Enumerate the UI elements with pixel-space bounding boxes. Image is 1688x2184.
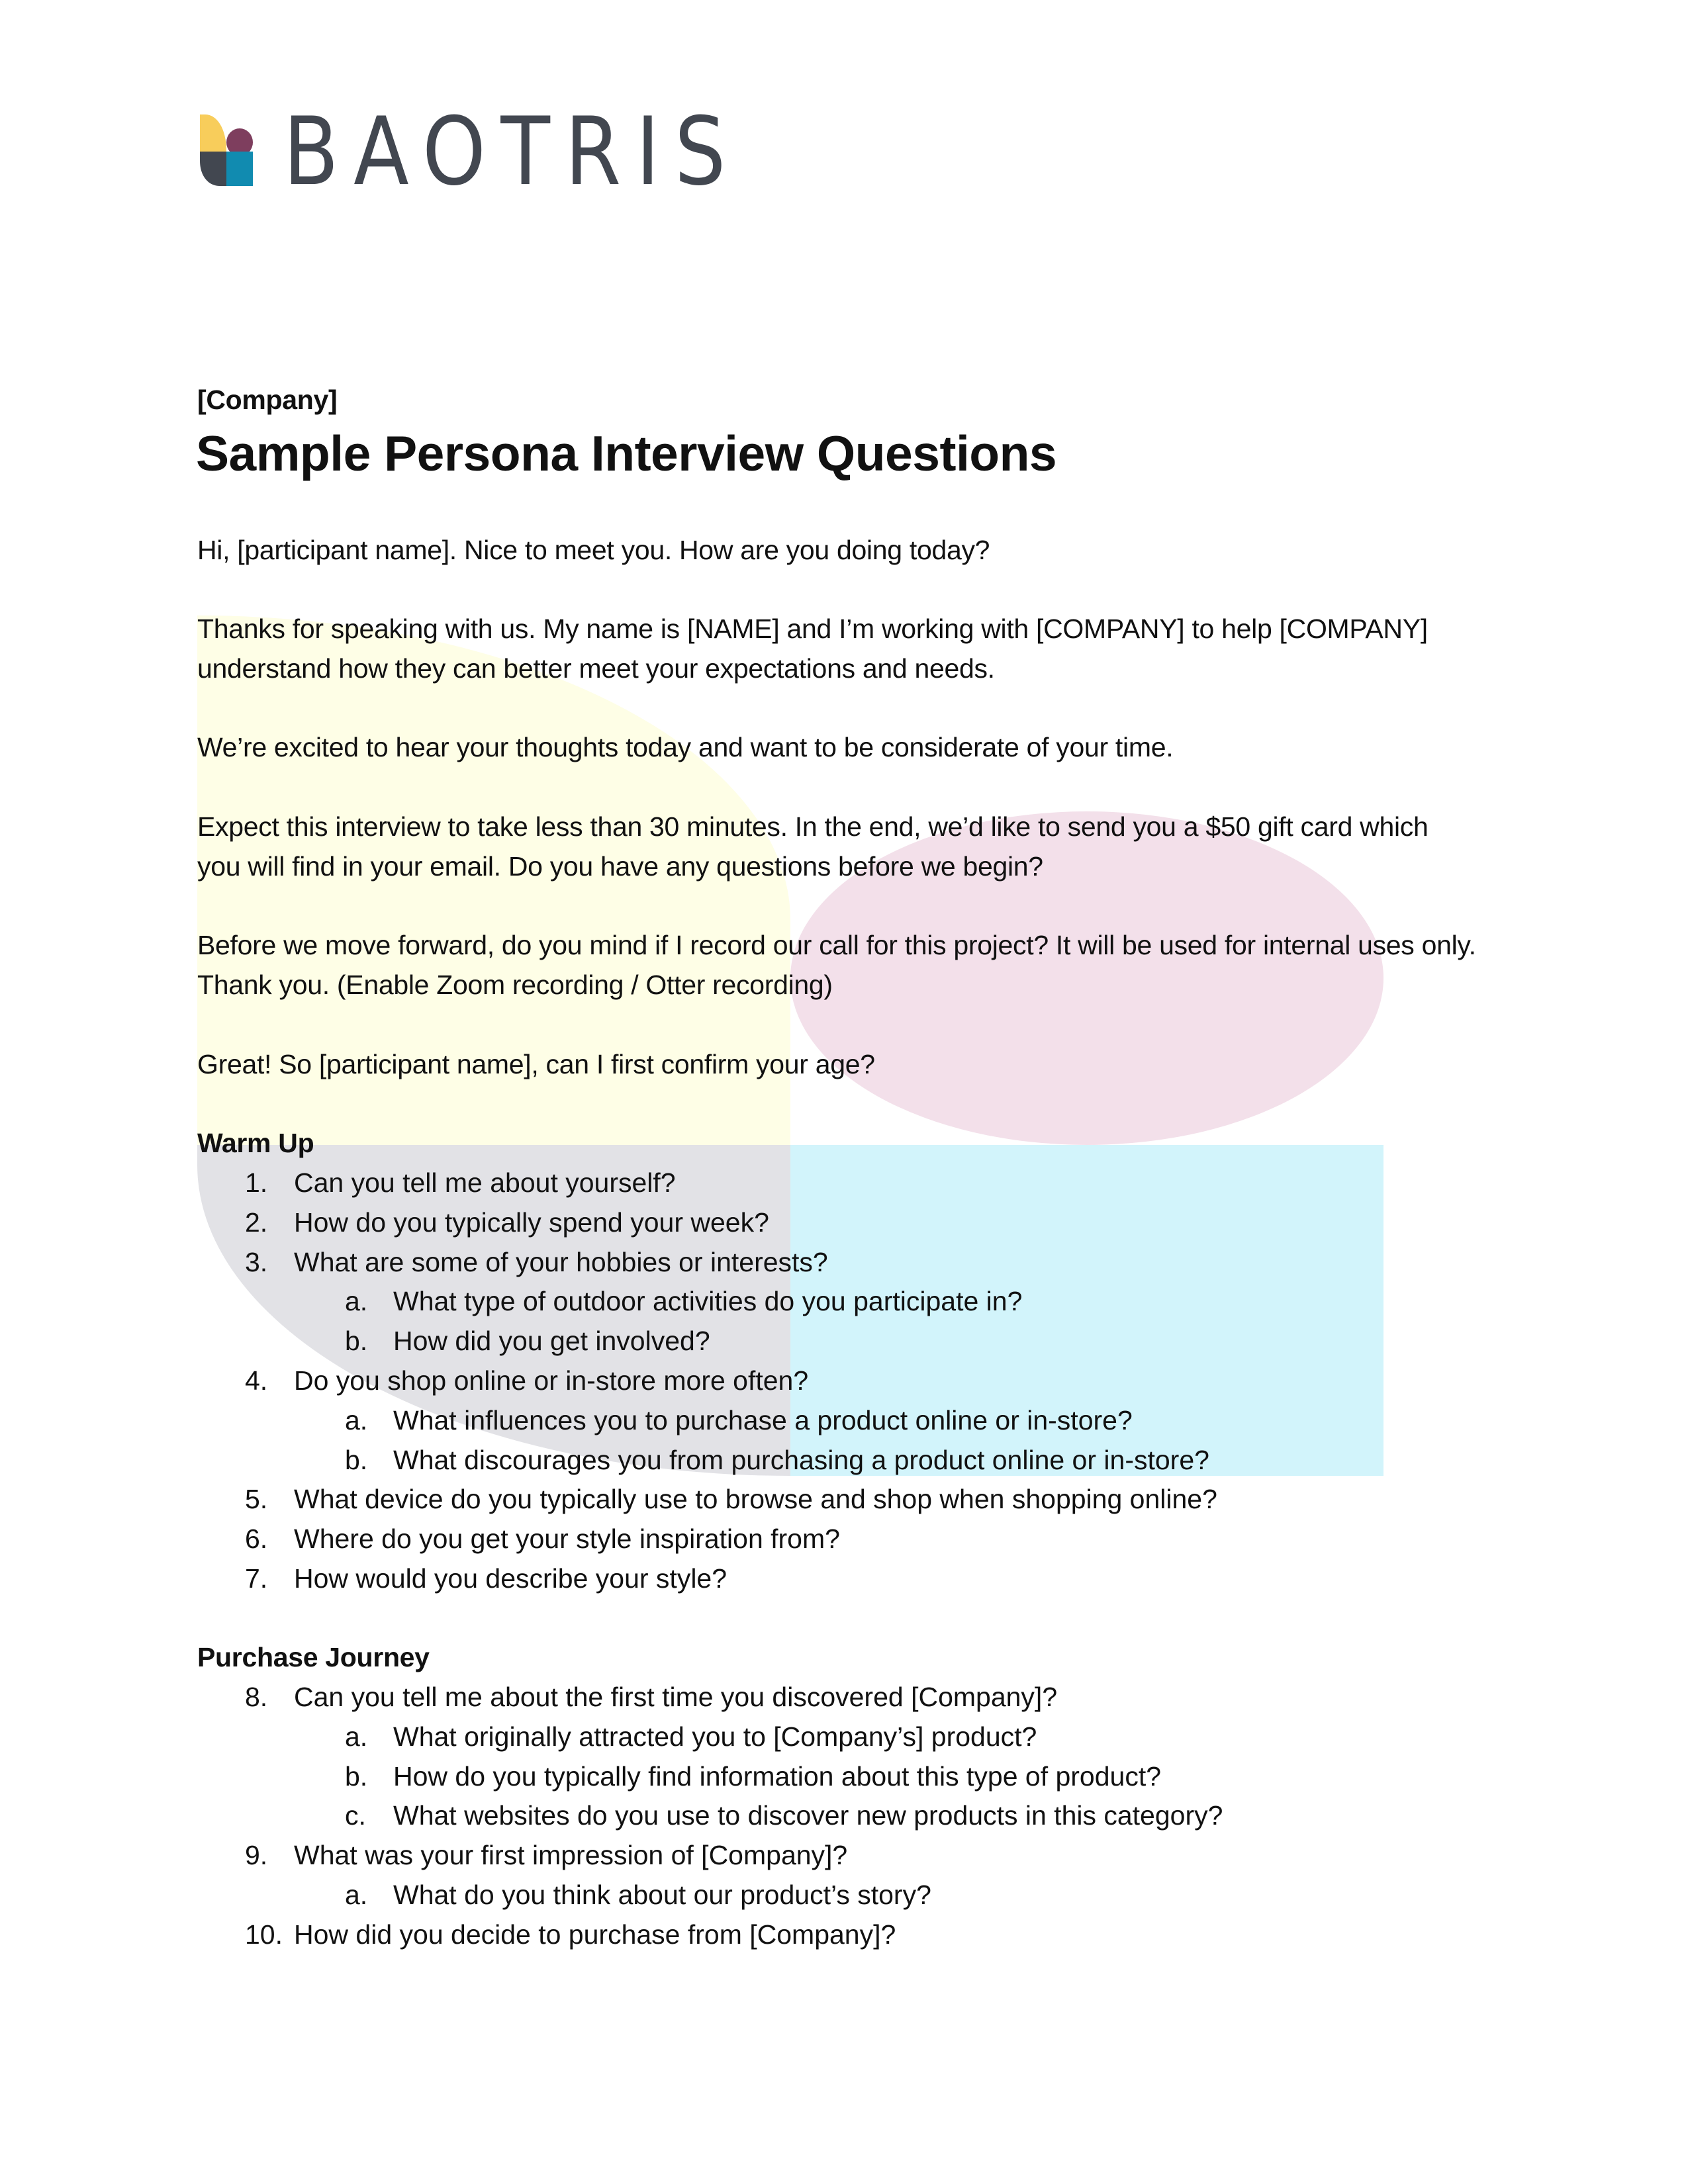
question-number: 4.: [245, 1365, 268, 1396]
section-heading-warm-up: Warm Up: [197, 1128, 314, 1158]
intro-paragraph-line: We’re excited to hear your thoughts today and want to be considerate of your time.: [197, 732, 1174, 762]
sub-question-text: What originally attracted you to [Company’s] product?: [393, 1721, 1037, 1752]
baotris-logo-mark-icon: [200, 114, 254, 186]
intro-paragraph-line: Great! So [participant name], can I first confirm your age?: [197, 1049, 875, 1079]
sub-question-text: How do you typically find information about this type of product?: [393, 1760, 1162, 1792]
question-text: What device do you typically use to browse and shop when shopping online?: [294, 1484, 1217, 1515]
sub-question-letter: a.: [345, 1286, 368, 1317]
sub-question-text: What websites do you use to discover new products in this category?: [393, 1800, 1223, 1831]
question-number: 9.: [245, 1840, 268, 1871]
sub-question-letter: b.: [345, 1760, 368, 1792]
intro-paragraph-line: Before we move forward, do you mind if I record our call for this project? It will be used for internal uses only.: [197, 930, 1476, 960]
sub-question-letter: b.: [345, 1444, 368, 1475]
question-text: How do you typically spend your week?: [294, 1206, 769, 1238]
sub-question-text: What do you think about our product’s story?: [393, 1880, 931, 1910]
sub-question-text: What discourages you from purchasing a product online or in-store?: [393, 1444, 1209, 1475]
intro-paragraph-line: understand how they can better meet your expectations and needs.: [197, 653, 995, 684]
question-text: How did you decide to purchase from [Company]?: [294, 1919, 896, 1950]
question-text: What was your first impression of [Company]?: [294, 1840, 848, 1871]
intro-paragraph-line: Thanks for speaking with us. My name is [NAME] and I’m working with [COMPANY] to help [COMPANY]: [197, 614, 1428, 644]
intro-paragraph-line: Expect this interview to take less than 30 minutes. In the end, we’d like to send you a $50 gift card which: [197, 811, 1429, 842]
question-number: 1.: [245, 1167, 268, 1198]
sub-question-letter: a.: [345, 1721, 368, 1752]
intro-paragraph-line: you will find in your email. Do you have any questions before we begin?: [197, 851, 1043, 882]
sub-question-letter: b.: [345, 1326, 368, 1357]
sub-question-text: What influences you to purchase a product online or in-store?: [393, 1404, 1133, 1435]
question-number: 2.: [245, 1206, 268, 1238]
question-text: Can you tell me about yourself?: [294, 1167, 676, 1198]
question-text: Where do you get your style inspiration from?: [294, 1524, 840, 1555]
sub-question-letter: a.: [345, 1404, 368, 1435]
sub-question-letter: a.: [345, 1880, 368, 1910]
question-number: 5.: [245, 1484, 268, 1515]
page-title: Sample Persona Interview Questions: [196, 426, 1057, 481]
question-number: 7.: [245, 1563, 268, 1594]
question-text: Do you shop online or in-store more often?: [294, 1365, 809, 1396]
section-heading-purchase-journey: Purchase Journey: [197, 1642, 430, 1672]
sub-question-letter: c.: [345, 1800, 366, 1831]
question-text: What are some of your hobbies or interests?: [294, 1246, 828, 1277]
question-number: 10.: [245, 1919, 283, 1950]
intro-paragraph-line: Thank you. (Enable Zoom recording / Otter recording): [197, 970, 833, 1000]
question-number: 8.: [245, 1682, 268, 1712]
sub-question-text: What type of outdoor activities do you participate in?: [393, 1286, 1023, 1317]
question-number: 6.: [245, 1524, 268, 1555]
sub-question-text: How did you get involved?: [393, 1326, 710, 1357]
company-label: [Company]: [197, 385, 338, 415]
question-text: How would you describe your style?: [294, 1563, 727, 1594]
baotris-wordmark: BAOTRIS: [283, 97, 741, 206]
baotris-logo: [200, 97, 796, 206]
intro-greeting: Hi, [participant name]. Nice to meet you. How are you doing today?: [197, 535, 990, 565]
question-number: 3.: [245, 1246, 268, 1277]
question-text: Can you tell me about the first time you discovered [Company]?: [294, 1682, 1058, 1712]
